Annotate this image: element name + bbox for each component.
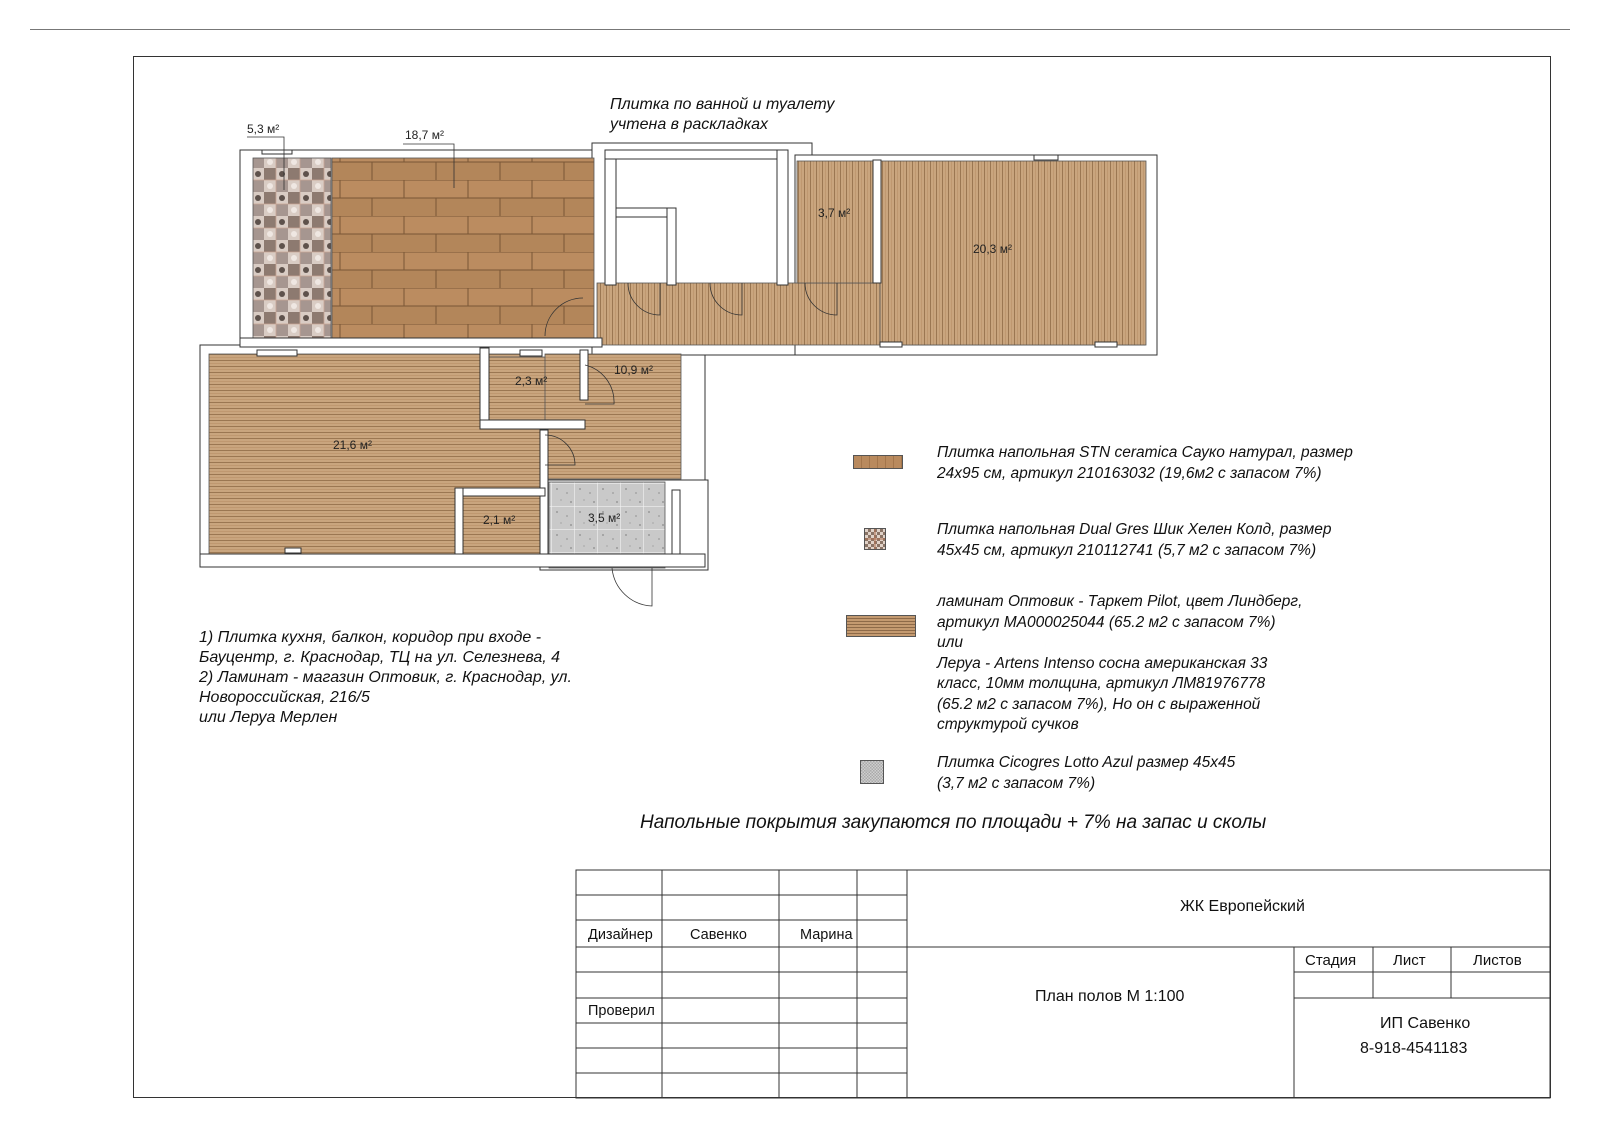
legend-line: 24х95 см, артикул 210163032 (19,6м2 с запасом 7%) — [937, 464, 1322, 482]
supplier-note-line: 1) Плитка кухня, балкон, коридор при входе - — [199, 629, 542, 646]
room-area: 21,6 м² — [333, 438, 372, 452]
room-area: 2,1 м² — [483, 513, 516, 527]
legend-line: (65.2 м2 с запасом 7%), Но он с выраженной — [937, 695, 1261, 713]
company-name: ИП Савенко — [1380, 1015, 1471, 1032]
legend-line: Плитка напольная Dual Gres Шик Хелен Колд, размер — [937, 521, 1332, 538]
room-area: 2,3 м² — [515, 374, 548, 388]
supplier-note-line: Новороссийская, 216/5 — [199, 689, 370, 706]
legend-line: структурой сучков — [937, 716, 1079, 733]
sheet-title: План полов М 1:100 — [1035, 988, 1185, 1005]
room-area: 18,7 м² — [405, 128, 444, 142]
stage-label: Стадия — [1305, 952, 1357, 969]
supplier-note-line: 2) Ламинат - магазин Оптовик, г. Краснодар, ул. — [199, 669, 572, 686]
checker-role: Проверил — [588, 1003, 655, 1019]
room-area: 20,3 м² — [973, 242, 1012, 256]
legend-line: ламинат Оптовик - Таркет Pilot, цвет Линдберг, — [937, 593, 1303, 610]
room-area: 10,9 м² — [614, 363, 653, 377]
project-name: ЖК Европейский — [1180, 898, 1305, 915]
room-area: 5,3 м² — [247, 122, 280, 136]
purchase-summary: Напольные покрытия закупаются по площади + 7% на запас и сколы — [640, 812, 1267, 833]
legend-line: Плитка напольная STN ceramica Сауко натурал, размер — [937, 444, 1353, 461]
supplier-note-line: или Леруа Мерлен — [199, 709, 338, 726]
company-phone: 8-918-4541183 — [1360, 1040, 1468, 1057]
legend-line: 45х45 см, артикул 210112741 (5,7 м2 с запасом 7%) — [937, 541, 1317, 559]
sheet-label: Лист — [1393, 952, 1426, 969]
legend-line: Леруа - Artens Intenso сосна американская 33 — [937, 654, 1268, 672]
legend-line: (3,7 м2 с запасом 7%) — [937, 774, 1096, 792]
designer-role: Дизайнер — [588, 927, 653, 943]
designer-surname: Савенко — [690, 927, 747, 943]
designer-name: Марина — [800, 927, 853, 943]
bath-note-line: Плитка по ванной и туалету — [610, 96, 835, 113]
legend-line: артикул МА000025044 (65.2 м2 с запасом 7%) — [937, 613, 1276, 631]
room-area: 3,7 м² — [818, 206, 851, 220]
legend-line: класс, 10мм толщина, артикул ЛМ81976778 — [937, 675, 1266, 692]
legend-line: Плитка Cicogres Lotto Azul размер 45х45 — [937, 754, 1236, 771]
supplier-note-line: Бауцентр, г. Краснодар, ТЦ на ул. Селезнева, 4 — [199, 649, 561, 666]
legend-line: или — [937, 634, 963, 651]
room-area: 3,5 м² — [588, 511, 621, 525]
bath-note-line: учтена в раскладках — [610, 116, 769, 133]
sheets-label: Листов — [1473, 952, 1522, 969]
